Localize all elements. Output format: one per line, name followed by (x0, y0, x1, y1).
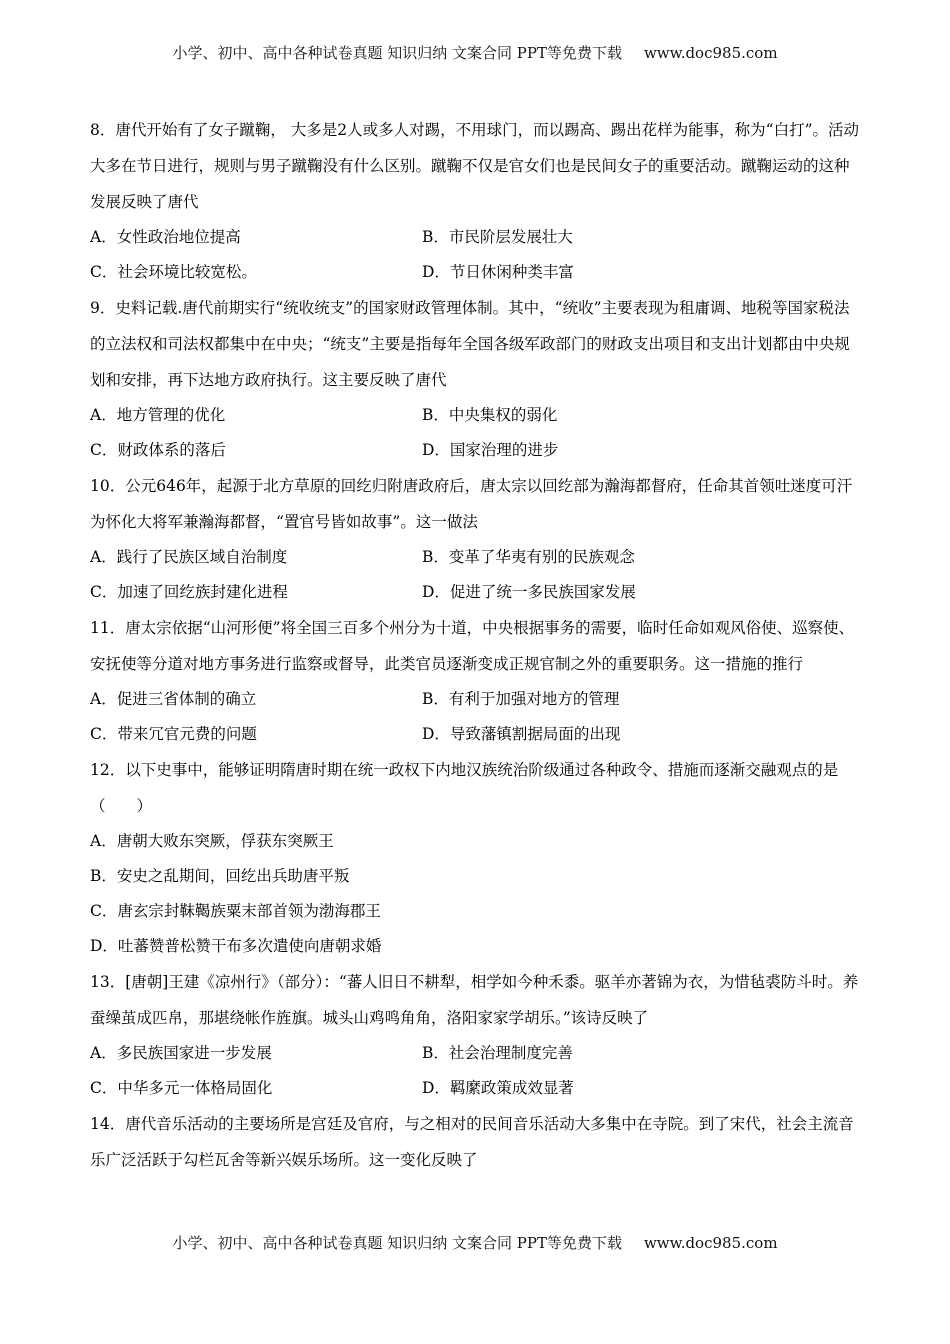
option-d: D．促进了统一多民族国家发展 (422, 583, 636, 601)
question-stem: 13．[唐朝]王建《凉州行》（部分）：“蕃人旧日不耕犁，相学如今种禾黍。驱羊亦著锦为衣，为惜毡裘防斗时。养蚕缲茧成匹帛，那堪绕帐作旌旗。城头山鸡鸣角角，洛阳家家学胡乐。”该诗反映了 (90, 973, 859, 1027)
option-c: C．带来冗官元费的问题 (90, 725, 257, 743)
option-a: A．践行了民族区域自治制度 (90, 548, 288, 566)
option-a: A．促进三省体制的确立 (90, 690, 257, 708)
question-stem: 11．唐太宗依据“山河形便”将全国三百多个州分为十道，中央根据事务的需要，临时任命如观风俗使、巡察使、安抚使等分道对地方事务进行监察或督导，此类官员逐渐变成正规官制之外的重要职务。这一措施的推行 (90, 619, 855, 673)
options (90, 824, 862, 964)
option-a: A．多民族国家进一步发展 (90, 1044, 272, 1062)
option-a: A．地方管理的优化 (90, 406, 226, 424)
footer-banner-url[interactable]: www.doc985.com (643, 1234, 778, 1252)
option-d: D．吐蕃赞普松赞干布多次遣使向唐朝求婚 (90, 937, 382, 955)
option-c: C．社会环境比较宽松。 (90, 263, 257, 281)
question-10 (90, 468, 862, 610)
question-stem: 8．唐代开始有了女子蹴鞠， 大多是2人或多人对踢，不用球门，而以踢高、踢出花样为能事，称为“白打”。活动大多在节日进行，规则与男子蹴鞠没有什么区别。蹴鞠不仅是官女们也是民间女子的重要活动。蹴鞠运动的这种发展反映了唐代 (90, 121, 860, 211)
options (90, 398, 862, 468)
question-9 (90, 290, 862, 468)
option-d: D．国家治理的进步 (422, 441, 559, 459)
option-c: C．加速了回纥族封建化进程 (90, 583, 288, 601)
option-b: B．有利于加强对地方的管理 (422, 690, 620, 708)
question-8 (90, 112, 862, 290)
footer-banner-text: 小学、初中、高中各种试卷真题 知识归纳 文案合同 PPT等免费下载 (172, 1234, 622, 1252)
options (90, 220, 862, 290)
option-c: C．唐玄宗封靺鞨族粟末部首领为渤海郡王 (90, 902, 381, 920)
question-list (90, 112, 862, 1178)
options (90, 1036, 862, 1106)
question-14 (90, 1106, 862, 1178)
question-stem: 12．以下史事中，能够证明隋唐时期在统一政权下内地汉族统治阶级通过各种政令、措施而逐渐交融观点的是（ ） (90, 761, 839, 815)
question-stem: 9．史料记载.唐代前期实行“统收统支”的国家财政管理体制。其中，“统收”主要表现为租庸调、地税等国家税法的立法权和司法权都集中在中央；“统支”主要是指每年全国各级军政部门的财政支出项目和支出计划都由中央规划和安排，再下达地方政府执行。这主要反映了唐代 (90, 299, 850, 389)
options (90, 682, 862, 752)
option-b: B．市民阶层发展壮大 (422, 228, 573, 246)
question-stem: 10．公元646年，起源于北方草原的回纥归附唐政府后，唐太宗以回纥部为瀚海都督府，任命其首领吐迷度可汗为怀化大将军兼瀚海都督，“置官号皆如故事”。这一做法 (90, 477, 853, 531)
option-a: A．女性政治地位提高 (90, 228, 241, 246)
option-c: C．财政体系的落后 (90, 441, 226, 459)
header-banner (0, 42, 950, 63)
options (90, 540, 862, 610)
option-b: B．社会治理制度完善 (422, 1044, 573, 1062)
option-b: B．中央集权的弱化 (422, 406, 558, 424)
question-stem: 14．唐代音乐活动的主要场所是宫廷及官府，与之相对的民间音乐活动大多集中在寺院。到了宋代，社会主流音乐广泛活跃于勾栏瓦舍等新兴娱乐场所。这一变化反映了 (90, 1115, 854, 1169)
option-d: D．羁縻政策成效显著 (422, 1079, 574, 1097)
question-12 (90, 752, 862, 964)
option-b: B．安史之乱期间，回纥出兵助唐平叛 (90, 867, 350, 885)
option-d: D．节日休闲种类丰富 (422, 263, 574, 281)
header-banner-url[interactable]: www.doc985.com (643, 44, 778, 62)
question-11 (90, 610, 862, 752)
header-banner-text: 小学、初中、高中各种试卷真题 知识归纳 文案合同 PPT等免费下载 (172, 44, 622, 62)
option-c: C．中华多元一体格局固化 (90, 1079, 273, 1097)
question-13 (90, 964, 862, 1106)
option-d: D．导致藩镇割据局面的出现 (422, 725, 621, 743)
option-a: A．唐朝大败东突厥，俘获东突厥王 (90, 832, 334, 850)
option-b: B．变革了华夷有别的民族观念 (422, 548, 635, 566)
footer-banner (0, 1232, 950, 1253)
